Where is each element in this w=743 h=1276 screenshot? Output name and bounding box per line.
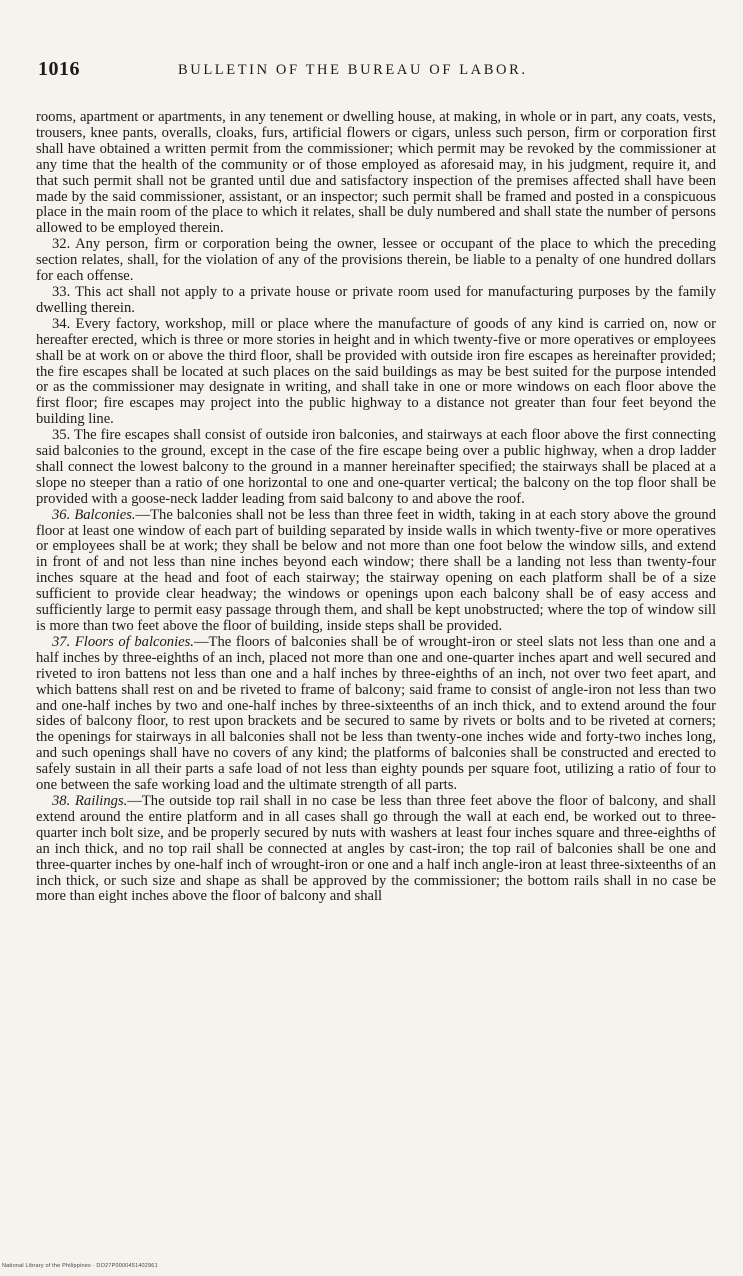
running-head: BULLETIN OF THE BUREAU OF LABOR. bbox=[178, 62, 528, 78]
paragraph-section-38 bbox=[36, 794, 716, 905]
paragraph-section-36 bbox=[36, 508, 716, 635]
section-heading: 38. Railings. bbox=[52, 792, 128, 809]
paragraph-text: —The floors of balconies shall be of wrought-iron or steel slats not less than one and a half inches by three-eighths of an inch, placed not more than one and one-quarter inches apart and well secured and riveted to iron battens not less than one and a half inches by three-eighths of an inch, not over two feet apart, and which battens shall rest on and be riveted to frame of balcony; said frame to consist of angle-iron not less than two and one-half inches by two and one-half inches by three-sixteenths of an inch thick, and to extend around the four sides of balcony floor, to rest upon brackets and be secured to same by rivets or bolts and to be riveted at corners; the openings for stairways in all balconies shall not be less than twenty-one inches wide and forty-two inches long, and such openings shall have no covers of any kind; the platforms of balconies shall be constructed and erected to safely sustain in all their parts a safe load of not less than eighty pounds per square foot, utilizing a ratio of four to one between the safe working load and the ultimate strength of all parts. bbox=[36, 633, 716, 794]
paragraph-continued bbox=[36, 110, 716, 237]
section-heading: 37. Floors of balconies. bbox=[52, 633, 194, 650]
paragraph-section-33 bbox=[36, 285, 716, 317]
paragraph-section-32 bbox=[36, 237, 716, 285]
paragraph-section-37 bbox=[36, 635, 716, 794]
paragraph-text: rooms, apartment or apartments, in any tenement or dwelling house, at making, in whole or in part, any coats, vests, trousers, knee pants, overalls, cloaks, furs, artificial flowers or cigars, unless such person, firm or corporation first shall have obtained a written permit from the commissioner; which permit may be revoked by the commissioner at any time that the health of the community or of those employed as aforesaid may, in his judgment, require it, and that such permit shall not be granted until due and satisfactory inspection of the premises affected shall have been made by the said commissioner, assistant, or an inspector; such permit shall be framed and posted in a conspicuous place in the main room of the place to which it relates, shall be duly numbered and shall state the number of persons allowed to be employed therein. bbox=[36, 109, 716, 237]
section-heading: 36. Balconies. bbox=[52, 506, 136, 523]
paragraph-section-35 bbox=[36, 428, 716, 508]
paragraph-text: 33. This act shall not apply to a private house or private room used for manufacturing purposes by the family dwelling therein. bbox=[36, 283, 716, 316]
paragraph-text: —The outside top rail shall in no case be less than three feet above the floor of balcony, and shall extend around the entire platform and in all cases shall go through the wall at each end, be worked out to three-quarter inch bolt size, and be properly secured by nuts with washers at least four inches square and three-eighths of an inch thick, and no top rail shall be connected at angles by cast-iron; the top rail of balconies shall be one and three-quarter inches by one-half inch of wrought-iron or one and a half inch angle-iron at least three-sixteenths of an inch thick, or such size and shape as shall be approved by the commissioner; the bottom rails shall in no case be more than eight inches above the floor of balcony and shall bbox=[36, 792, 717, 905]
page-number: 1016 bbox=[38, 58, 80, 80]
scan-credit: National Library of the Philippines · DO27P0000451402961 bbox=[2, 1263, 158, 1269]
paragraph-text: 35. The fire escapes shall consist of outside iron balconies, and stairways at each floor above the first connecting said balconies to the ground, except in the case of the fire escape being over a public highway, when a drop ladder shall connect the lowest balcony to the ground in a manner hereinafter specified; the stairways shall be placed at a slope no steeper than a ratio of one horizontal to one and one-quarter vertical; the balcony on the top floor shall be provided with a goose-neck ladder leading from said balcony to and above the roof. bbox=[36, 427, 716, 507]
paragraph-text: 32. Any person, firm or corporation being the owner, lessee or occupant of the place to which the preceding section relates, shall, for the violation of any of the provisions therein, be liable to a penalty of one hundred dollars for each offense. bbox=[36, 236, 716, 285]
page-header bbox=[36, 58, 716, 92]
paragraph-text: 34. Every factory, workshop, mill or place where the manufacture of goods of any kind is carried on, now or hereafter erected, which is three or more stories in height and in which twenty-five or more operatives or employees shall be at work on or above the third floor, shall be provided with outside iron fire escapes as hereinafter provided; the fire escapes shall be located at such places on the said buildings as may be best suited for the purpose intended or as the commissioner may designate in writing, and shall take in one or more windows on each floor above the first floor; fire escapes may project into the public highway to a distance not greater than four feet beyond the building line. bbox=[36, 315, 716, 428]
paragraph-section-34 bbox=[36, 317, 716, 428]
body-text bbox=[36, 110, 716, 905]
page-content bbox=[36, 58, 716, 905]
paragraph-text: —The balconies shall not be less than three feet in width, taking in at each story above the ground floor at least one window of each part of building separated by inside walls in which twenty-five or more operatives or employees shall be at work; they shall be below and not more than one foot below the window sills, and extend in front of and not less than nine inches beyond each window; there shall be a landing not less than twenty-four inches square at the head and foot of each stairway; the stairway opening on each platform shall be of a size sufficient to provide clear headway; the windows or openings upon each balcony shall be of easy access and sufficiently large to permit easy passage through them, and shall be kept unobstructed; where the top of window sill is more than two feet above the floor of building, inside steps shall be provided. bbox=[36, 506, 716, 634]
